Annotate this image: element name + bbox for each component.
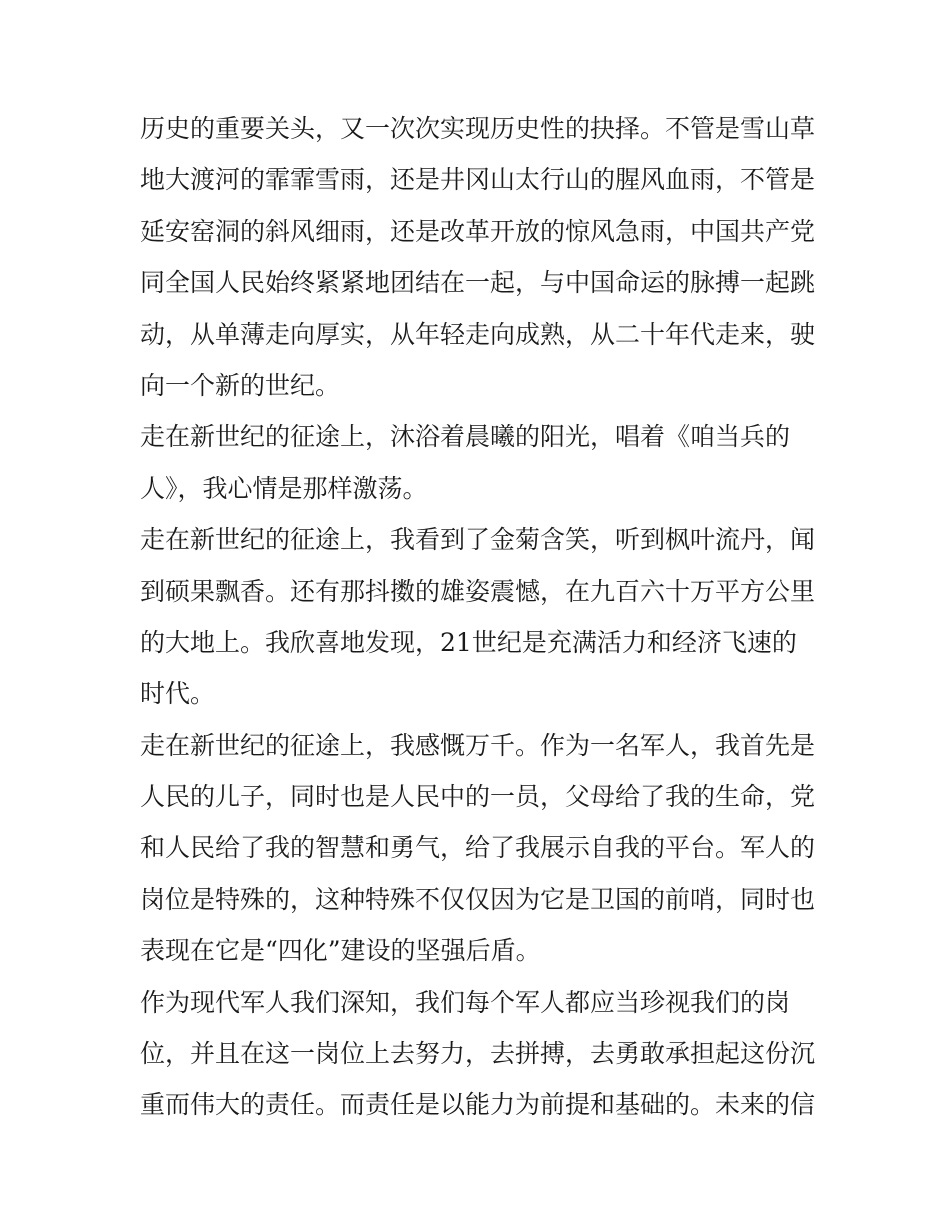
text-line: 和人民给了我的智慧和勇气，给了我展示自我的平台。军人的 [140, 833, 816, 863]
text-line: 地大渡河的霏霏雪雨，还是井冈山太行山的腥风血雨，不管是 [140, 165, 816, 195]
text-line: 表现在它是“四化”建设的坚强后盾。 [140, 936, 541, 966]
text-line: 位，并且在这一岗位上去努力，去拼搏，去勇敢承担起这份沉 [140, 1039, 816, 1069]
text-line: 动，从单薄走向厚实，从年轻走向成熟，从二十年代走来，驶 [140, 319, 816, 349]
text-line: 岗位是特殊的，这种特殊不仅仅因为它是卫国的前哨，同时也 [140, 884, 816, 914]
text-line: 时代。 [140, 679, 216, 709]
text-line: 到硕果飘香。还有那抖擞的雄姿震憾，在九百六十万平方公里 [140, 576, 816, 606]
text-line: 历史的重要关头，又一次次实现历史性的抉择。不管是雪山草 [140, 114, 816, 143]
text-line: 人》，我心情是那样激荡。 [140, 473, 428, 503]
text-line: 走在新世纪的征途上，我感慨万千。作为一名军人，我首先是 [140, 730, 816, 760]
document-text-body [140, 103, 820, 1131]
text-line: 作为现代军人我们深知，我们每个军人都应当珍视我们的岗 [140, 987, 791, 1017]
text-line: 的大地上。我欣喜地发现，21世纪是充满活力和经济飞速的 [140, 627, 797, 657]
text-line: 走在新世纪的征途上，我看到了金菊含笑，听到枫叶流丹，闻 [140, 525, 816, 555]
text-line: 走在新世纪的征途上，沐浴着晨曦的阳光，唱着《咱当兵的 [140, 422, 791, 452]
text-line: 同全国人民始终紧紧地团结在一起，与中国命运的脉搏一起跳 [140, 268, 816, 298]
text-line: 向一个新的世纪。 [140, 370, 341, 400]
text-line: 延安窑洞的斜风细雨，还是改革开放的惊风急雨，中国共产党 [140, 216, 816, 246]
text-line: 重而伟大的责任。而责任是以能力为前提和基础的。未来的信 [140, 1090, 816, 1120]
text-line: 人民的儿子，同时也是人民中的一员，父母给了我的生命，党 [140, 782, 816, 812]
